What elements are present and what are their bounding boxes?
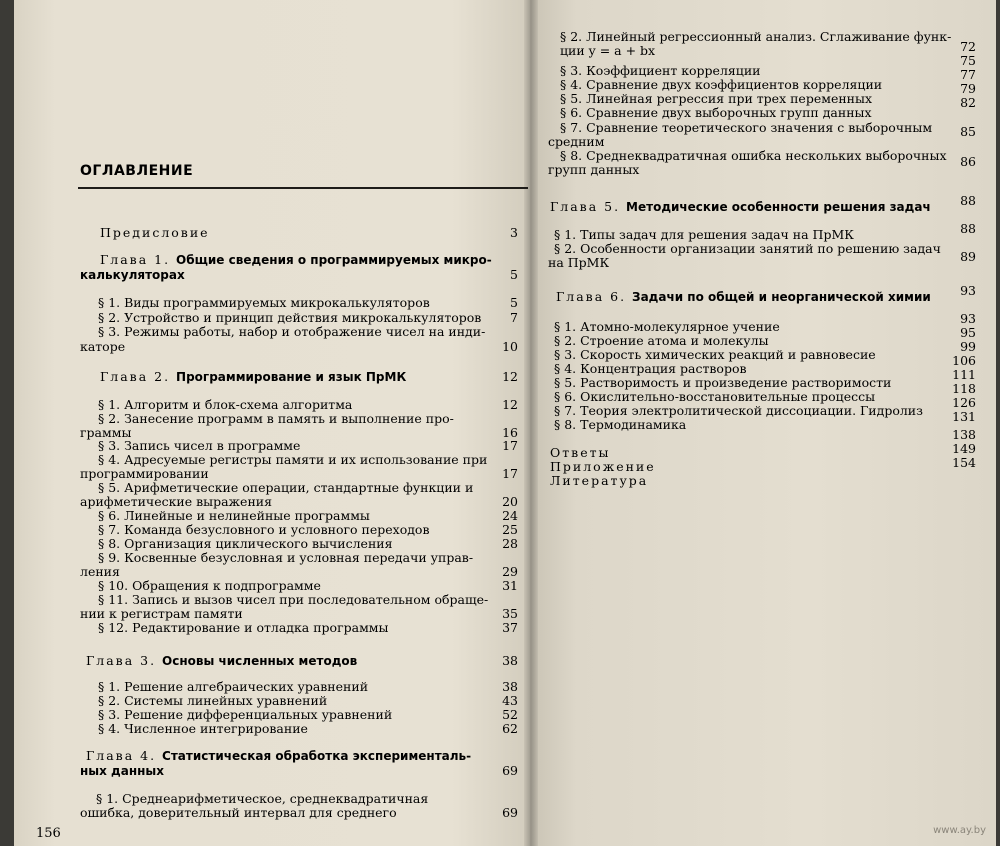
toc-entry-line1: § 5. Линейная регрессия при трех переменных [560, 91, 873, 106]
book-spine [524, 0, 538, 846]
watermark: www.ay.by [933, 825, 986, 836]
toc-entry-line1: § 5. Растворимость и произведение растворимости [554, 375, 892, 390]
toc-entry-line1: § 8. Среднеквадратичная ошибка нескольких выборочных [560, 148, 947, 163]
toc-entry-line1: § 7. Теория электролитической диссоциации. Гидролиз [554, 403, 923, 418]
toc-page-number: 69 [502, 763, 518, 778]
toc-page-number: 69 [502, 805, 518, 820]
toc-page-number: 131 [952, 409, 976, 424]
toc-entry-line1: § 8. Организация циклического вычисления [98, 536, 393, 551]
toc-page-number: 62 [502, 721, 518, 736]
toc-entry-line2: ных данных [80, 764, 165, 778]
toc-entry-line1: § 1. Типы задач для решения задач на ПрМК [554, 227, 854, 242]
toc-entry-line1: § 1. Среднеарифметическое, среднеквадратичная [96, 791, 429, 806]
toc-page-number: 111 [952, 367, 976, 382]
toc-page-number: 17 [502, 438, 518, 453]
toc-entry-line1: § 4. Адресуемые регистры памяти и их использование при [98, 452, 488, 467]
toc-page-number: 118 [952, 381, 976, 396]
toc-entry-line1: § 3. Коэффициент корреляции [560, 63, 761, 78]
toc-entry-line1: Глава 4. Статистическая обработка эксперименталь- [86, 748, 472, 763]
toc-page-number: 79 [960, 81, 976, 96]
toc-entry-line2: калькуляторах [80, 268, 185, 282]
toc-entry-line1: § 2. Особенности организации занятий по решению задач [554, 241, 941, 256]
toc-entry-line1: § 6. Окислительно-восстановительные процессы [554, 389, 876, 404]
toc-entry-line1: Глава 1. Общие сведения о программируемых микро- [100, 252, 492, 267]
toc-entry-line1: Глава 2. Программирование и язык ПрМК [100, 369, 407, 384]
toc-entry-line1: § 2. Строение атома и молекулы [554, 333, 769, 348]
toc-entry-line1: § 4. Сравнение двух коэффициентов корреляции [560, 77, 883, 92]
toc-entry-line1: § 1. Решение алгебраических уравнений [98, 679, 369, 694]
toc-page-number: 149 [952, 441, 976, 456]
toc-page-number: 126 [952, 395, 976, 410]
toc-entry-line1: § 4. Концентрация растворов [554, 361, 747, 376]
toc-page-number: 93 [960, 311, 976, 326]
toc-page-number: 16 [502, 425, 518, 440]
toc-page-number: 20 [502, 494, 518, 509]
toc-entry-line2: арифметические выражения [80, 494, 272, 509]
toc-page-number: 93 [960, 283, 976, 298]
toc-entry-line1: Глава 6. Задачи по общей и неорганической химии [556, 289, 931, 304]
toc-entry-line1: § 2. Системы линейных уравнений [98, 693, 328, 708]
heading-rule [78, 187, 528, 189]
toc-entry-line1: Ответы [550, 445, 611, 460]
toc-entry-line2: групп данных [548, 162, 640, 177]
toc-page-number: 138 [952, 427, 976, 442]
toc-page-number: 154 [952, 455, 976, 470]
toc-page-number: 10 [502, 339, 518, 354]
toc-entry-line1: § 7. Сравнение теоретического значения с выборочным [560, 120, 933, 135]
toc-page-number: 3 [510, 225, 518, 240]
toc-entry-line1: Литература [550, 473, 649, 488]
toc-page-number: 35 [502, 606, 518, 621]
toc-page-number: 29 [502, 564, 518, 579]
toc-page-number: 37 [502, 620, 518, 635]
toc-page-number: 5 [510, 267, 518, 282]
toc-entry-line1: § 2. Занесение программ в память и выполнение про- [98, 411, 454, 426]
toc-page-number: 25 [502, 522, 518, 537]
toc-page-number: 24 [502, 508, 518, 523]
toc-entry-line1: § 1. Виды программируемых микрокалькуляторов [98, 295, 430, 310]
toc-page-number: 77 [960, 67, 976, 82]
toc-page-number: 38 [502, 653, 518, 668]
toc-entry-line1: § 1. Атомно-молекулярное учение [554, 319, 780, 334]
toc-entry-line1: § 9. Косвенные безусловная и условная передачи управ- [98, 550, 474, 565]
toc-entry-line1: § 3. Решение дифференциальных уравнений [98, 707, 393, 722]
toc-entry-line1: Глава 3. Основы численных методов [86, 653, 358, 668]
toc-entry-line1: § 5. Арифметические операции, стандартные функции и [98, 480, 474, 495]
toc-entry-line1: § 6. Сравнение двух выборочных групп данных [560, 105, 872, 120]
toc-entry-line1: § 12. Редактирование и отладка программы [98, 620, 389, 635]
toc-page-number: 86 [960, 154, 976, 169]
toc-entry-line2: ления [80, 564, 120, 579]
toc-entry-line1: § 3. Запись чисел в программе [98, 438, 301, 453]
toc-page-number: 17 [502, 466, 518, 481]
toc-page-number: 31 [502, 578, 518, 593]
toc-page-number: 7 [510, 310, 518, 325]
toc-entry-line1: § 6. Линейные и нелинейные программы [98, 508, 370, 523]
toc-page-number: 28 [502, 536, 518, 551]
toc-entry-line1: § 11. Запись и вызов чисел при последовательном обраще- [98, 592, 489, 607]
toc-entry-line2: ции y = a + bx [560, 43, 656, 58]
toc-entry-line1: § 2. Устройство и принцип действия микрокалькуляторов [98, 310, 482, 325]
toc-entry-line1: Предисловие [100, 225, 210, 240]
toc-page-number: 5 [510, 295, 518, 310]
toc-entry-line1: § 3. Режимы работы, набор и отображение чисел на инди- [98, 324, 486, 339]
toc-heading: ОГЛАВЛЕНИЕ [80, 163, 194, 179]
toc-entry-line2: нии к регистрам памяти [80, 606, 243, 621]
toc-entry-line2: на ПрМК [548, 255, 610, 270]
toc-entry-line2: программировании [80, 466, 209, 481]
toc-entry-line2: каторе [80, 339, 126, 354]
toc-entry-line1: § 10. Обращения к подпрограмме [98, 578, 321, 593]
toc-page-number: 82 [960, 95, 976, 110]
toc-entry-line1: § 4. Численное интегрирование [98, 721, 308, 736]
toc-page-number: 38 [502, 679, 518, 694]
toc-entry-line2: ошибка, доверительный интервал для среднего [80, 805, 397, 820]
toc-page-number: 85 [960, 124, 976, 139]
toc-entry-line1: § 3. Скорость химических реакций и равновесие [554, 347, 876, 362]
toc-page-number: 106 [952, 353, 976, 368]
toc-entry-line2: граммы [80, 425, 132, 440]
toc-page-number: 43 [502, 693, 518, 708]
toc-page-number: 12 [502, 397, 518, 412]
toc-entry-line1: § 2. Линейный регрессионный анализ. Сглаживание функ- [560, 29, 952, 44]
toc-page-number: 75 [960, 53, 976, 68]
toc-page-number: 52 [502, 707, 518, 722]
toc-page-number: 88 [960, 193, 976, 208]
toc-entry-line1: § 7. Команда безусловного и условного переходов [98, 522, 430, 537]
toc-page-number: 95 [960, 325, 976, 340]
toc-page-number: 12 [502, 369, 518, 384]
toc-entry-line1: § 1. Алгоритм и блок-схема алгоритма [98, 397, 353, 412]
toc-entry-line1: Глава 5. Методические особенности решения задач [550, 199, 931, 214]
toc-page-number: 99 [960, 339, 976, 354]
toc-page-number: 88 [960, 221, 976, 236]
toc-entry-line2: средним [548, 134, 605, 149]
toc-page-number: 72 [960, 39, 976, 54]
toc-entry-line1: § 8. Термодинамика [554, 417, 687, 432]
page-number: 156 [36, 826, 61, 841]
toc-page-number: 89 [960, 249, 976, 264]
toc-entry-line1: Приложение [550, 459, 656, 474]
